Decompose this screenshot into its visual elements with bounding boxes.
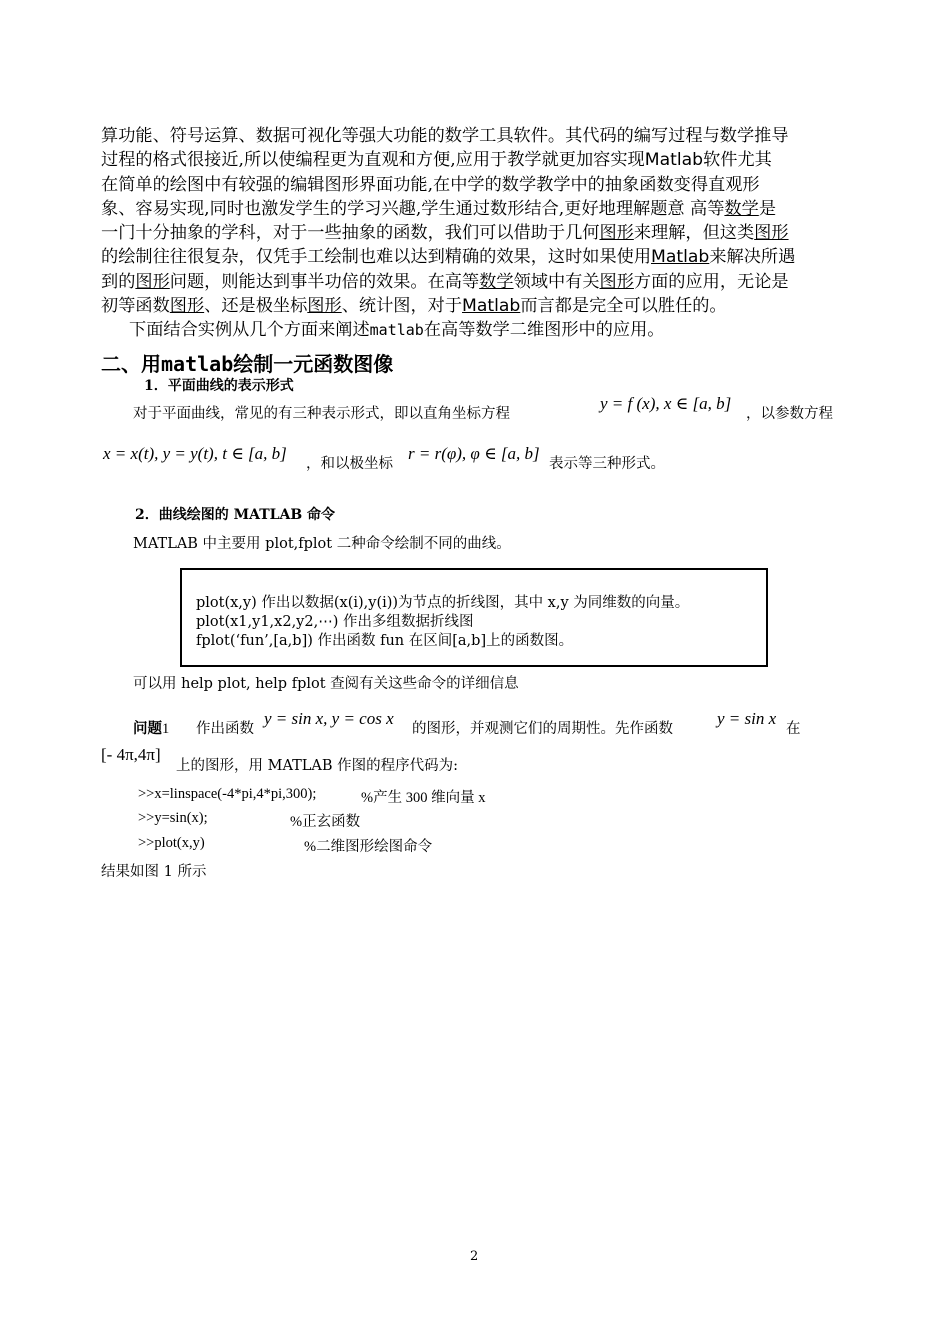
link-graphics[interactable]: 图形 bbox=[169, 296, 205, 317]
problem-text: 上的图形，用 MATLAB 作图的程序代码为: bbox=[176, 758, 459, 774]
text: 、还是极坐标 bbox=[204, 296, 308, 317]
text: 问题 bbox=[133, 720, 162, 737]
sub1-text: 对于平面曲线，常见的有三种表示形式，即以直角坐标方程 bbox=[133, 406, 510, 422]
intro-line bbox=[101, 294, 861, 318]
box-row-plot-multi: plot(x1,y1,x2,y2,⋯) 作出多组数据折线图 bbox=[196, 614, 474, 630]
text: 而言都是完全可以胜任的。 bbox=[520, 296, 727, 317]
section-heading bbox=[101, 348, 393, 377]
text: matlab bbox=[369, 321, 424, 340]
sub1-text: ，以参数方程 bbox=[746, 406, 833, 422]
text: 问题，则能达到事半功倍的效果。在高等 bbox=[169, 271, 480, 292]
problem-text: 在 bbox=[786, 721, 801, 737]
text: 在简单的绘图中有较强的编辑图形界面功能,在中学的数学教学中的抽象函数变得直观形 bbox=[101, 174, 760, 195]
math-cartesian: y = f (x), x ∈ [a, b] bbox=[600, 394, 732, 413]
intro-line bbox=[101, 173, 861, 197]
math-interval: [- 4π,4π] bbox=[101, 745, 161, 764]
link-matlab[interactable]: Matlab bbox=[651, 247, 710, 268]
text: 二、用 bbox=[101, 352, 161, 376]
link-math[interactable]: 数学 bbox=[479, 271, 514, 292]
code-line: >>x=linspace(-4*pi,4*pi,300); bbox=[138, 786, 317, 802]
problem-text: 的图形，并观测它们的周期性。先作函数 bbox=[412, 721, 673, 737]
text: 到的 bbox=[101, 271, 136, 292]
link-matlab[interactable]: Matlab bbox=[462, 296, 521, 317]
text: Matlab bbox=[644, 150, 704, 171]
code-line: >>plot(x,y) bbox=[138, 835, 205, 851]
text: 是 bbox=[758, 198, 777, 219]
intro-paragraph bbox=[101, 124, 861, 343]
link-math[interactable]: 数学 bbox=[724, 198, 759, 219]
text: 、统计图，对于 bbox=[341, 296, 463, 317]
help-text: 可以用 help plot, help fplot 查阅有关这些命令的详细信息 bbox=[133, 676, 519, 692]
intro-line bbox=[101, 318, 861, 342]
sub1-text: ，和以极坐标 bbox=[306, 456, 393, 472]
text: 一门十分抽象的学科，对于一些抽象的函数，我们可以借助于几何 bbox=[101, 223, 600, 244]
text: 初等函数 bbox=[101, 296, 170, 317]
box-row-fplot: fplot(‘fun’,[a,b]) 作出函数 fun 在区间[a,b]上的函数图。 bbox=[196, 633, 574, 649]
text: 算功能、符号运算、数据可视化等强大功能的数学工具软件。其代码的编写过程与数学推导 bbox=[101, 126, 789, 146]
text: 绘制一元函数图像 bbox=[233, 352, 394, 376]
intro-line bbox=[101, 197, 861, 221]
intro-line bbox=[101, 221, 861, 245]
text: 领域中有关 bbox=[513, 271, 600, 292]
page-number: 2 bbox=[470, 1249, 479, 1264]
result-text: 结果如图 1 所示 bbox=[101, 864, 207, 880]
text: 象、容易实现,同时也激发学生的学习兴趣,学生通过数形结合,更好地理解题意 高等 bbox=[101, 198, 725, 219]
math-parametric: x = x(t), y = y(t), t ∈ [a, b] bbox=[103, 444, 287, 463]
sub1-text: 表示等三种形式。 bbox=[549, 456, 665, 472]
text: 在高等数学二维图形中的应用。 bbox=[423, 320, 665, 341]
problem-label bbox=[133, 717, 169, 738]
box-row-plot: plot(x,y) 作出以数据(x(i),y(i))为节点的折线图，其中 x,y 为同维数的向量。 bbox=[196, 595, 690, 611]
text: 的绘制往往很复杂，仅凭手工绘制也难以达到精确的效果，这时如果使用 bbox=[101, 247, 652, 268]
text: 软件尤其 bbox=[703, 150, 772, 171]
code-line: >>y=sin(x); bbox=[138, 810, 208, 826]
link-graphics[interactable]: 图形 bbox=[754, 223, 789, 244]
subsection-2-title: 2．曲线绘图的 MATLAB 命令 bbox=[135, 507, 336, 523]
link-graphics[interactable]: 图形 bbox=[599, 223, 634, 244]
text: 来解决所遇 bbox=[709, 247, 796, 268]
text: 方面的应用，无论是 bbox=[633, 271, 789, 292]
problem-text: 作出函数 bbox=[196, 721, 254, 737]
math-sin: y = sin x bbox=[717, 709, 777, 728]
text: matlab bbox=[161, 352, 234, 376]
math-polar: r = r(φ), φ ∈ [a, b] bbox=[408, 444, 540, 463]
text: 1 bbox=[162, 721, 170, 737]
code-comment: %正玄函数 bbox=[290, 814, 361, 830]
intro-line bbox=[101, 124, 861, 148]
intro-line bbox=[101, 148, 861, 172]
text: 过程的格式很接近,所以使编程更为直观和方便,应用于教学就更加容实现 bbox=[101, 150, 645, 171]
subsection-1-title: 1．平面曲线的表示形式 bbox=[144, 378, 294, 394]
link-graphics[interactable]: 图形 bbox=[599, 271, 634, 292]
math-sin-cos: y = sin x, y = cos x bbox=[264, 709, 394, 728]
code-comment: %二维图形绘图命令 bbox=[304, 839, 433, 855]
text: 下面结合实例从几个方面来阐述 bbox=[129, 320, 370, 341]
code-comment: %产生 300 维向量 x bbox=[361, 790, 486, 806]
intro-line bbox=[101, 245, 861, 269]
text: 来理解，但这类 bbox=[633, 223, 755, 244]
intro-line bbox=[101, 270, 861, 294]
link-graphics[interactable]: 图形 bbox=[135, 271, 170, 292]
link-graphics[interactable]: 图形 bbox=[307, 296, 342, 317]
sub2-description: MATLAB 中主要用 plot,fplot 二种命令绘制不同的曲线。 bbox=[133, 536, 511, 552]
